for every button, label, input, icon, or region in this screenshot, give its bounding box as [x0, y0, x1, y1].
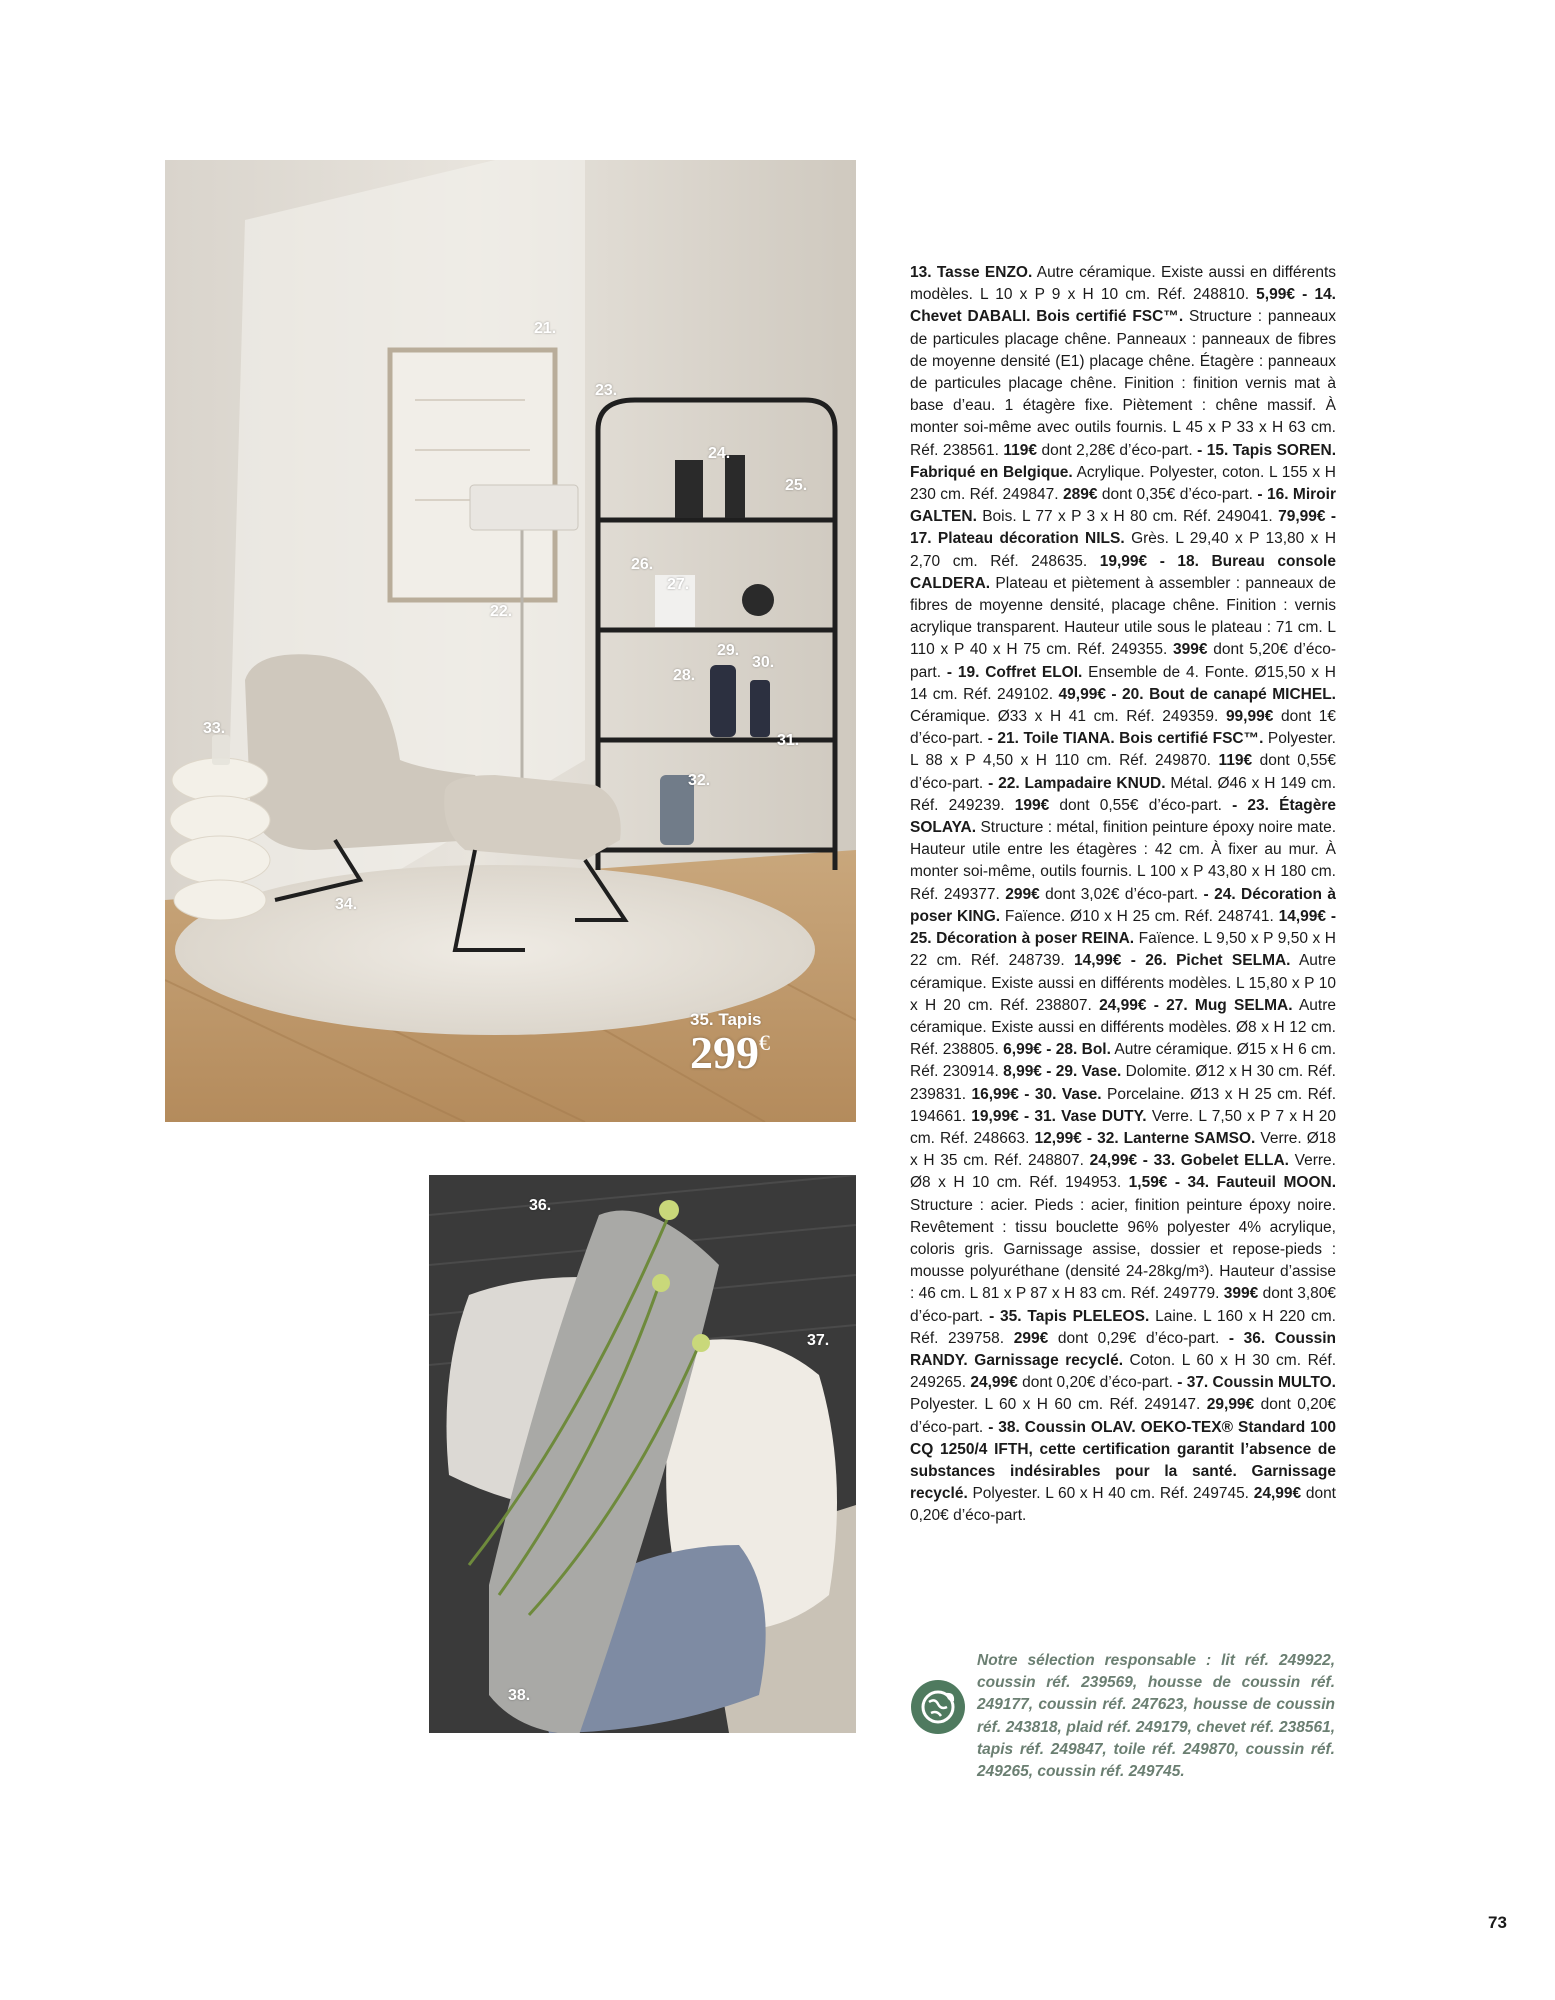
product-bold-segment: 6,99€ - 28. Bol. [1003, 1041, 1111, 1059]
product-text-segment: dont 3,80€ d’éco-part. [910, 1285, 1336, 1325]
callout-38: 38. [508, 1687, 531, 1704]
page-number: 73 [1488, 1913, 1507, 1932]
product-bold-segment: 289€ [1063, 486, 1098, 504]
product-text-segment: Structure : métal, finition peinture époxy noire mate. Hauteur utile entre les étagères : 42 cm. À fixer au mur. À monter soi-même, outils fournis. L 100 x P 43,80 x H 180 cm. Réf. 249377. [910, 819, 1336, 903]
product-text-segment: Verre. Ø8 x H 10 cm. Réf. 194953. [910, 1152, 1336, 1192]
product-text-segment: dont 1€ d’éco-part. [910, 708, 1336, 748]
product-text-segment: Coton. L 60 x H 30 cm. Réf. 249265. [910, 1351, 1336, 1392]
product-bold-segment: 29,99€ [1206, 1396, 1255, 1414]
callout-27: 27. [667, 576, 690, 593]
product-description [910, 262, 1336, 1528]
price-tag-value: 299 [690, 1027, 759, 1078]
price-tag-label: 35. Tapis [690, 1010, 762, 1029]
product-bold-segment: - 19. Coffret ELOI. [946, 663, 1083, 681]
product-bold-segment: 1,59€ - 34. Fauteuil MOON. [1128, 1174, 1336, 1192]
product-bold-segment: 24,99€ - 33. Gobelet ELLA. [1089, 1152, 1289, 1170]
product-text-segment: dont 0,20€ d’éco-part. [1017, 1374, 1178, 1392]
cushions-illustration [429, 1175, 856, 1733]
product-bold-segment: 79,99€ - 17. Plateau décoration NILS. [910, 508, 1336, 548]
product-bold-segment: 299€ [1013, 1329, 1049, 1347]
product-text-segment: dont 0,35€ d’éco-part. [1097, 486, 1258, 504]
product-text-segment: Laine. L 160 x H 220 cm. Réf. 239758. [910, 1307, 1336, 1347]
product-bold-segment: 5,99€ - 14. Chevet DABALI. Bois certifié FSC™. [910, 286, 1336, 326]
product-text-segment: Autre céramique. Existe aussi en différents modèles. L 15,80 x P 10 x H 20 cm. Réf. 238807. [910, 952, 1337, 1014]
product-text-segment: dont 0,20€ d’éco-part. [910, 1396, 1336, 1436]
cushions-photo [429, 1175, 856, 1733]
product-text-segment: Porcelaine. Ø13 x H 25 cm. Réf. 194661. [910, 1085, 1336, 1125]
product-text-segment: Structure : panneaux de particules placage chêne. Panneaux : panneaux de fibres de moyenne densité (E1) placage chêne. Étagère : panneaux de particules placage chêne. Finition : finition vernis mat à base d’eau. 1 étagère fixe. Piètement : chêne massif. À monter soi-même avec outils fournis. L 45 x P 33 x H 63 cm. Réf. 238561. [910, 308, 1336, 459]
callout-34: 34. [335, 896, 358, 913]
eco-badge [911, 1680, 965, 1734]
product-bold-segment: - 36. Coussin RANDY. Garnissage recyclé. [910, 1329, 1336, 1369]
product-bold-segment: 19,99€ - 31. Vase DUTY. [971, 1107, 1147, 1125]
callout-37: 37. [807, 1332, 830, 1349]
product-text-segment: Céramique. Ø33 x H 41 cm. Réf. 249359. [910, 708, 1226, 726]
product-text-segment: dont 0,29€ d’éco-part. [1048, 1329, 1229, 1347]
living-room-photo [165, 160, 856, 1122]
callout-28: 28. [673, 667, 696, 684]
price-tag [690, 1010, 770, 1076]
product-bold-segment: - 22. Lampadaire KNUD. [988, 774, 1166, 792]
product-bold-segment: - 38. Coussin OLAV. OEKO-TEX® Standard 100 CQ 1250/4 IFTH, cette certification garantit l’absence de substances indésirables pour la santé. Garnissage recyclé. [910, 1418, 1336, 1503]
callout-25: 25. [785, 477, 808, 494]
product-bold-segment: - 24. Décoration à poser KING. [910, 885, 1336, 925]
product-text-segment: dont 5,20€ d’éco-part. [910, 641, 1337, 681]
product-text-segment: Structure : acier. Pieds : acier, finition peinture époxy noire. Revêtement : tissu bouclette 96% polyester 4% acrylique, coloris gris. Garnissage assise, dossier et repose-pieds : mousse polyuréthane (densité 24-28kg/m³). Hauteur d’assise : 46 cm. L 81 x P 87 x H 83 cm. Réf. 249779. [910, 1196, 1336, 1303]
product-bold-segment: 399€ [1223, 1285, 1259, 1303]
product-text-segment: Faïence. L 9,50 x P 9,50 x H 22 cm. Réf. 248739. [910, 930, 1336, 970]
product-bold-segment: 8,99€ - 29. Vase. [1003, 1063, 1122, 1081]
callout-29: 29. [717, 642, 740, 659]
product-text-segment: Verre. L 7,50 x P 7 x H 20 cm. Réf. 248663. [910, 1107, 1337, 1147]
product-text-segment: Bois. L 77 x P 3 x H 80 cm. Réf. 249041. [976, 508, 1279, 526]
product-bold-segment: - 21. Toile TIANA. Bois certifié FSC™. [987, 730, 1264, 748]
product-bold-segment: - 15. Tapis SOREN. Fabriqué en Belgique. [910, 441, 1337, 481]
product-bold-segment: 24,99€ - 27. Mug SELMA. [1099, 996, 1293, 1014]
living-room-illustration [165, 160, 856, 1122]
product-bold-segment: 14,99€ - 25. Décoration à poser REINA. [910, 907, 1336, 948]
product-text-segment: Autre céramique. Existe aussi en différents modèles. Ø8 x H 12 cm. Réf. 238805. [910, 996, 1336, 1059]
product-text-segment: Polyester. L 88 x P 4,50 x H 110 cm. Réf. 249870. [910, 730, 1336, 770]
product-bold-segment: 199€ [1014, 796, 1050, 814]
product-bold-segment: - 37. Coussin MULTO. [1177, 1374, 1336, 1392]
product-bold-segment: 16,99€ - 30. Vase. [971, 1085, 1102, 1103]
callout-31: 31. [777, 732, 800, 749]
product-text-segment: dont 0,55€ d’éco-part. [910, 752, 1336, 792]
product-text-segment: dont 3,02€ d’éco-part. [1039, 885, 1204, 903]
product-text-segment: Polyester. L 60 x H 40 cm. Réf. 249745. [967, 1485, 1254, 1503]
callout-26: 26. [631, 556, 654, 573]
product-text-segment: Dolomite. Ø12 x H 30 cm. Réf. 239831. [910, 1063, 1336, 1103]
callout-21: 21. [534, 320, 557, 337]
product-bold-segment: 24,99€ [970, 1374, 1018, 1392]
product-bold-segment: 399€ [1173, 641, 1208, 659]
product-bold-segment: 14,99€ - 26. Pichet SELMA. [1073, 952, 1291, 970]
product-text-segment: Acrylique. Polyester, coton. L 155 x H 230 cm. Réf. 249847. [910, 463, 1336, 504]
callout-23: 23. [595, 382, 618, 399]
product-bold-segment: - 23. Étagère SOLAYA. [910, 796, 1336, 837]
product-bold-segment: 24,99€ [1253, 1485, 1302, 1503]
product-text-segment: Autre céramique. Ø15 x H 6 cm. Réf. 230914. [910, 1041, 1336, 1081]
product-bold-segment: 119€ [1218, 752, 1253, 770]
product-text-segment: dont 2,28€ d’éco-part. [1037, 441, 1198, 459]
product-text-segment: Polyester. L 60 x H 60 cm. Réf. 249147. [910, 1396, 1207, 1414]
product-bold-segment: - 35. Tapis PLELEOS. [989, 1307, 1150, 1325]
product-bold-segment: 13. Tasse ENZO. [910, 264, 1033, 281]
product-text-segment: Verre. Ø18 x H 35 cm. Réf. 248807. [910, 1129, 1337, 1170]
product-bold-segment: 299€ [1005, 885, 1040, 903]
eco-selection-text: Notre sélection responsable : lit réf. 249922, coussin réf. 239569, housse de coussin réf. 249177, coussin réf. 247623, housse de coussin réf. 243818, plaid réf. 249179, chevet réf. 238561, tapis réf. 249847, toile réf. 249870, coussin réf. 249265, coussin réf. 249745. [977, 1652, 1335, 1781]
product-bold-segment: 19,99€ - 18. Bureau console CALDERA. [910, 552, 1336, 592]
callout-33: 33. [203, 720, 226, 737]
product-text-segment: dont 0,20€ d’éco-part. [910, 1485, 1336, 1525]
product-text-segment: Autre céramique. Existe aussi en différents modèles. L 10 x P 9 x H 10 cm. Réf. 248810. [910, 264, 1336, 304]
product-bold-segment: 99,99€ [1225, 708, 1274, 726]
product-text-segment: Faïence. Ø10 x H 25 cm. Réf. 248741. [1000, 907, 1279, 925]
callout-22: 22. [490, 603, 513, 620]
product-bold-segment: - 16. Miroir GALTEN. [910, 486, 1336, 526]
product-text-segment: Ensemble de 4. Fonte. Ø15,50 x H 14 cm. Réf. 249102. [910, 663, 1336, 703]
product-bold-segment: 49,99€ - 20. Bout de canapé MICHEL. [1058, 685, 1336, 703]
product-text-segment: Grès. L 29,40 x P 13,80 x H 2,70 cm. Réf. 248635. [910, 530, 1337, 570]
product-bold-segment: 12,99€ - 32. Lanterne SAMSO. [1034, 1129, 1256, 1147]
callout-36: 36. [529, 1197, 552, 1214]
product-text-segment: Plateau et piètement à assembler : panneaux de fibres de moyenne densité, placage chêne. Finition : vernis acrylique transparent. Hauteur utile sous le plateau : 71 cm. L 110 x P 40 x H 75 cm. Réf. 249355. [910, 574, 1336, 659]
callout-24: 24. [708, 445, 731, 462]
product-text-segment: Métal. Ø46 x H 149 cm. Réf. 249239. [910, 774, 1336, 814]
callout-30: 30. [752, 654, 775, 671]
product-text-segment: dont 0,55€ d’éco-part. [1049, 796, 1233, 814]
globe-leaf-icon [911, 1680, 965, 1734]
callout-32: 32. [688, 772, 711, 789]
price-tag-currency: € [759, 1030, 770, 1055]
product-bold-segment: 119€ [1003, 441, 1038, 459]
